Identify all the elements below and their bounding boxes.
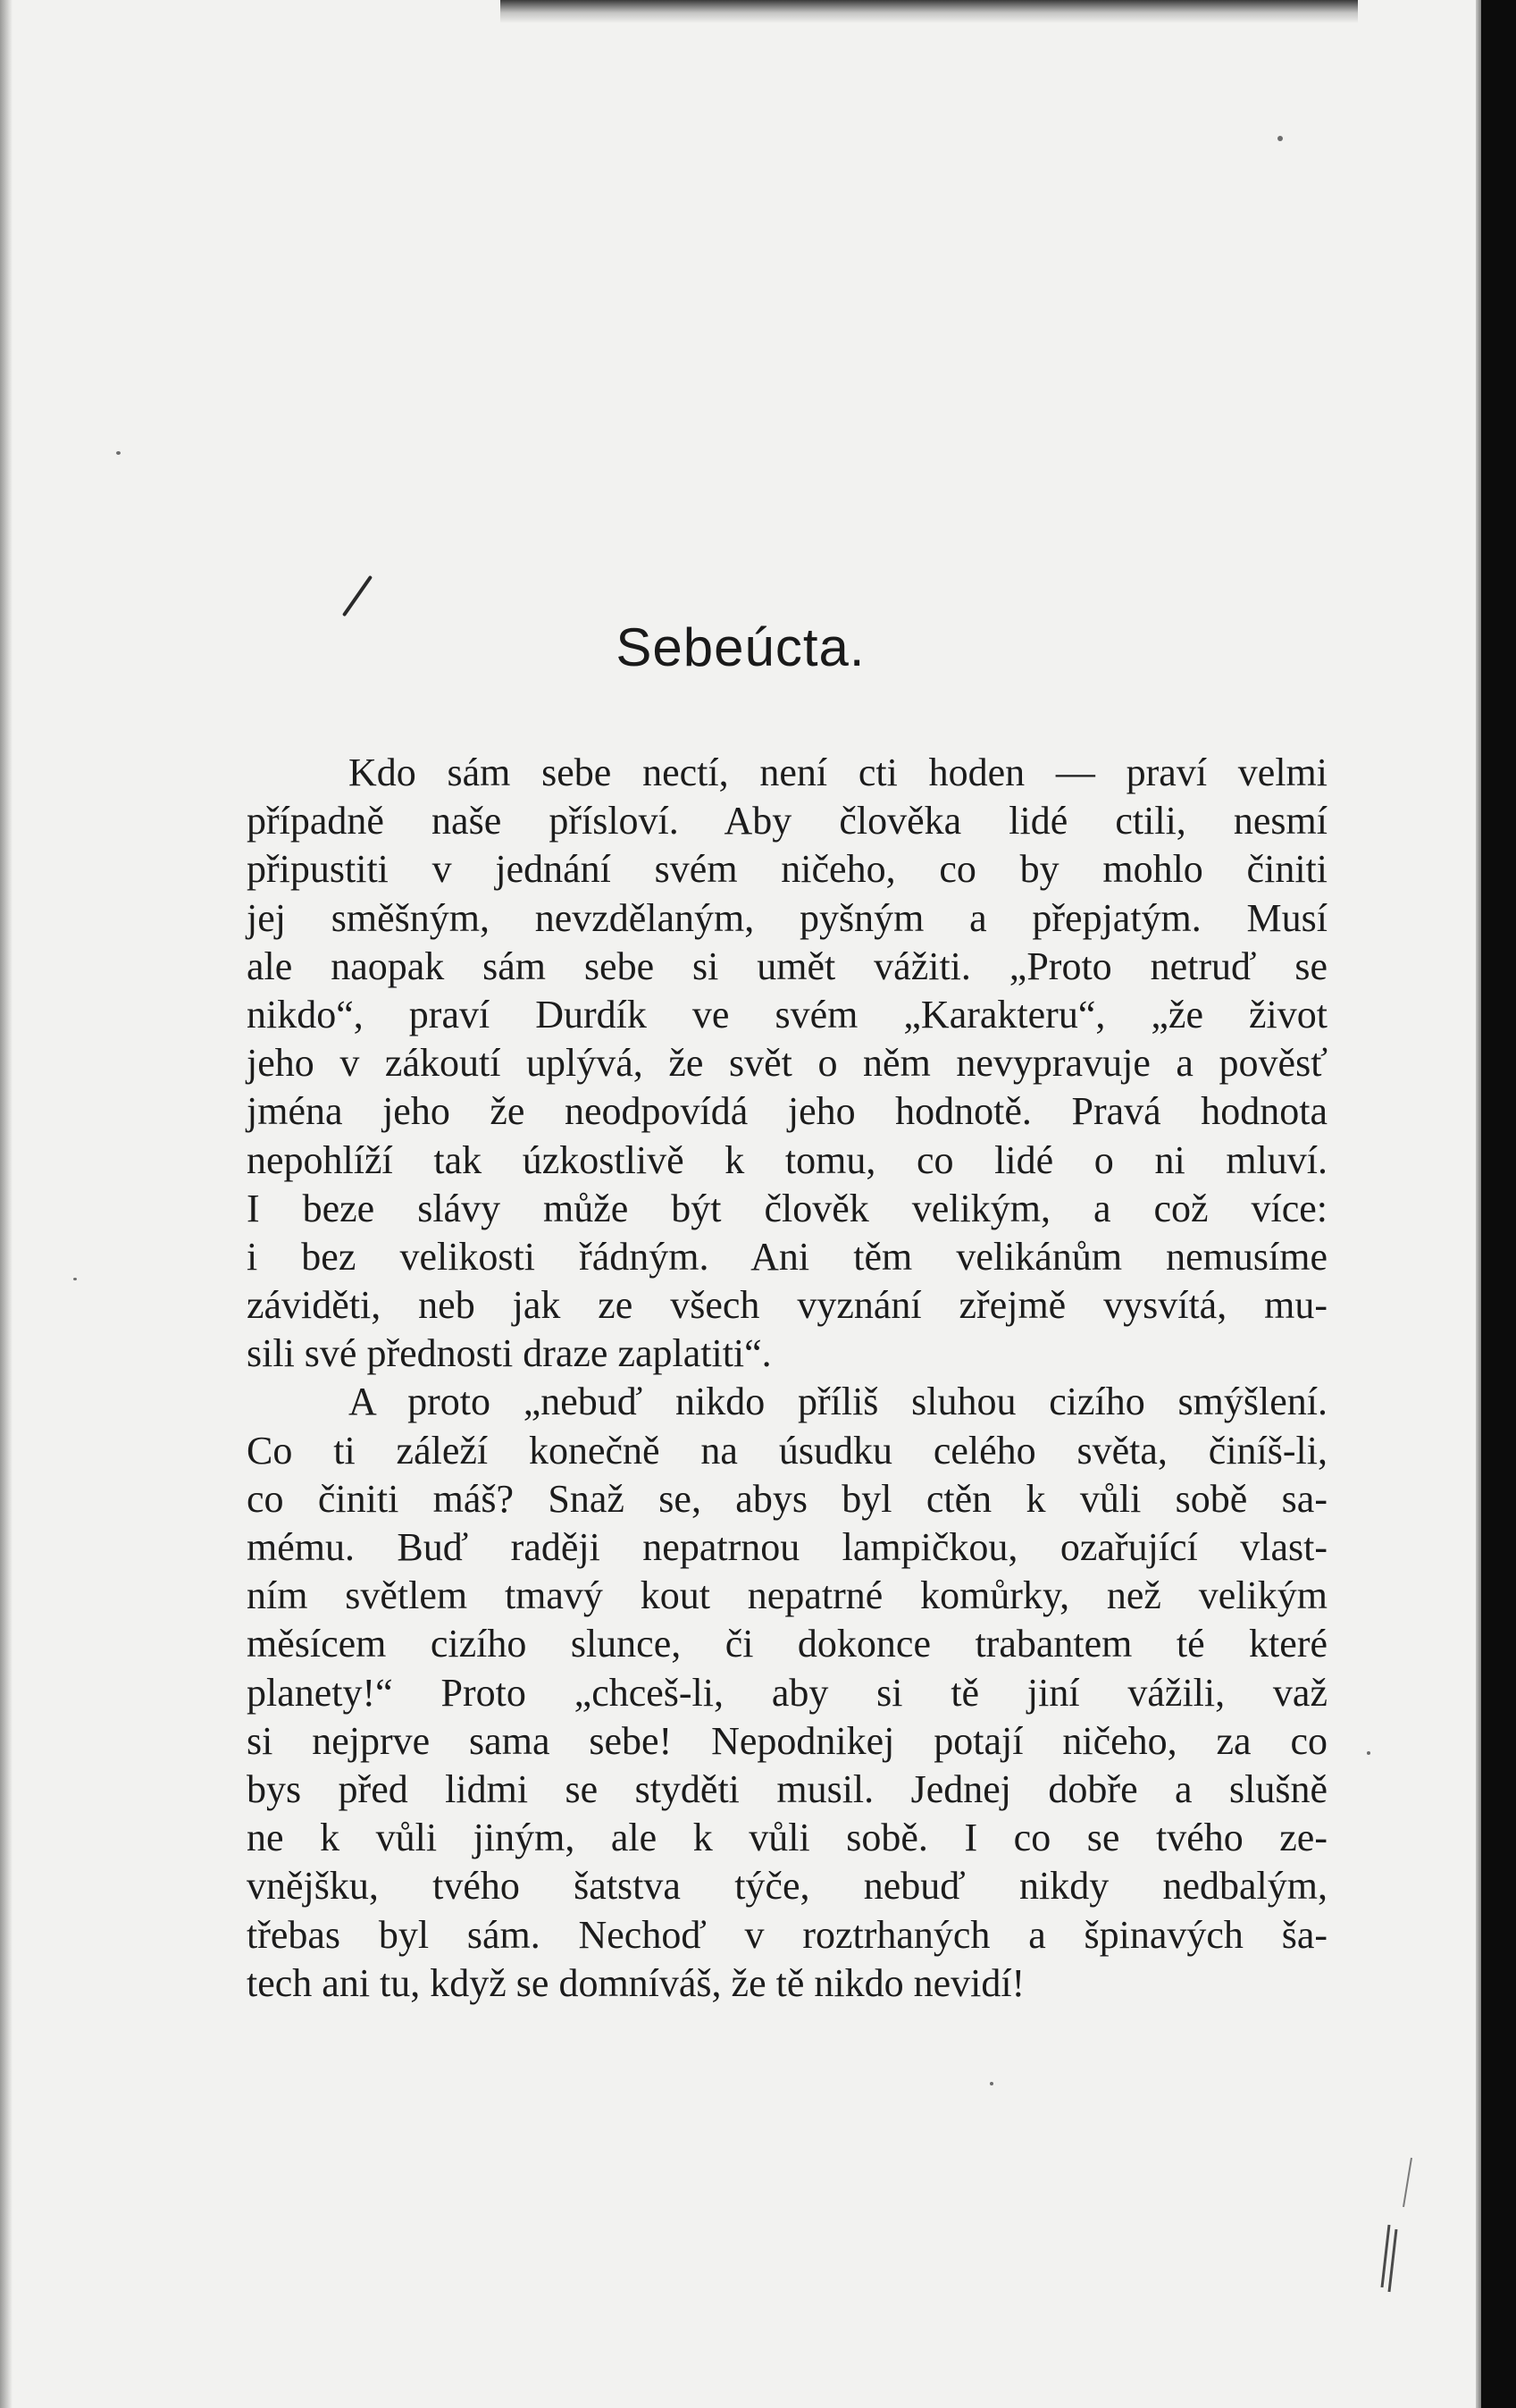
chapter-title: Sebeúcta. [616,617,866,677]
text-line: měsícem cizího slunce, či dokonce trabantem té které [247,1622,1328,1666]
page-left-edge [0,0,13,2408]
text-line: bys před lidmi se styděti musil. Jednej dobře a slušně [247,1766,1328,1811]
paper-speck [116,451,121,455]
paper-speck [990,2082,993,2085]
text-line: ne k vůli jiným, ale k vůli sobě. I co se tvého ze- [247,1816,1328,1860]
text-line: vnějšku, tvého šatstva týče, nebuď nikdy nedbalým, [247,1864,1328,1909]
text-line: jména jeho že neodpovídá jeho hodnotě. Pravá hodnota [247,1089,1328,1134]
text-line: i bez velikosti řádným. Ani těm velikánům nemusíme [247,1234,1328,1279]
paper-speck [1277,136,1283,141]
page-top-shadow [500,0,1358,23]
text-line: Kdo sám sebe nectí, není cti hoden — praví velmi [348,751,1328,794]
text-line: planety!“ Proto „chceš-li, aby si tě jiní vážili, važ [247,1670,1328,1715]
text-line: třebas byl sám. Nechoď v roztrhaných a špinavých ša- [247,1912,1328,1957]
text-line: sili své přednosti draze zaplatiti“. [247,1331,772,1376]
text-line: ale naopak sám sebe si umět vážiti. „Proto netruď se [247,944,1328,988]
paper-speck [73,1278,77,1280]
text-line: I beze slávy může být člověk velikým, a což více: [247,1186,1328,1230]
pencil-scribble-marks [1371,2153,1425,2296]
text-line: jej směšným, nevzdělaným, pyšným a přepjatým. Musí [247,895,1328,940]
text-line: tech ani tu, když se domníváš, že tě nikdo nevidí! [247,1960,1026,2005]
text-line: připustiti v jednání svém ničeho, co by mohlo činiti [247,847,1328,892]
text-line: mému. Buď raději nepatrnou lampičkou, ozařující vlast- [247,1525,1328,1569]
text-line: případně naše přísloví. Aby člověka lidé ctili, nesmí [247,799,1328,843]
text-line: jeho v zákoutí uplývá, že svět o něm nevypravuje a pověsť [247,1041,1328,1086]
scan-border [1481,0,1516,2408]
text-line: co činiti máš? Snaž se, abys byl ctěn k vůli sobě sa- [247,1476,1328,1521]
text-line: ním světlem tmavý kout nepatrné komůrky, než velikým [247,1573,1328,1618]
body-text [247,749,1328,2008]
text-line: nikdo“, praví Durdík ve svém „Karakteru“, „že život [247,992,1328,1036]
text-line: si nejprve sama sebe! Nepodnikej potají ničeho, za co [247,1718,1328,1763]
text-line: Co ti záleží konečně na úsudku celého světa, činíš-li, [247,1428,1328,1472]
text-line: nepohlíží tak úzkostlivě k tomu, co lidé o ni mluví. [247,1137,1328,1182]
text-line: záviděti, neb jak ze všech vyznání zřejmě vysvítá, mu- [247,1283,1328,1328]
paper-speck [1367,1751,1370,1755]
text-line: A proto „nebuď nikdo příliš sluhou cizího smýšlení. [348,1380,1328,1424]
pencil-tick-mark [342,575,373,617]
